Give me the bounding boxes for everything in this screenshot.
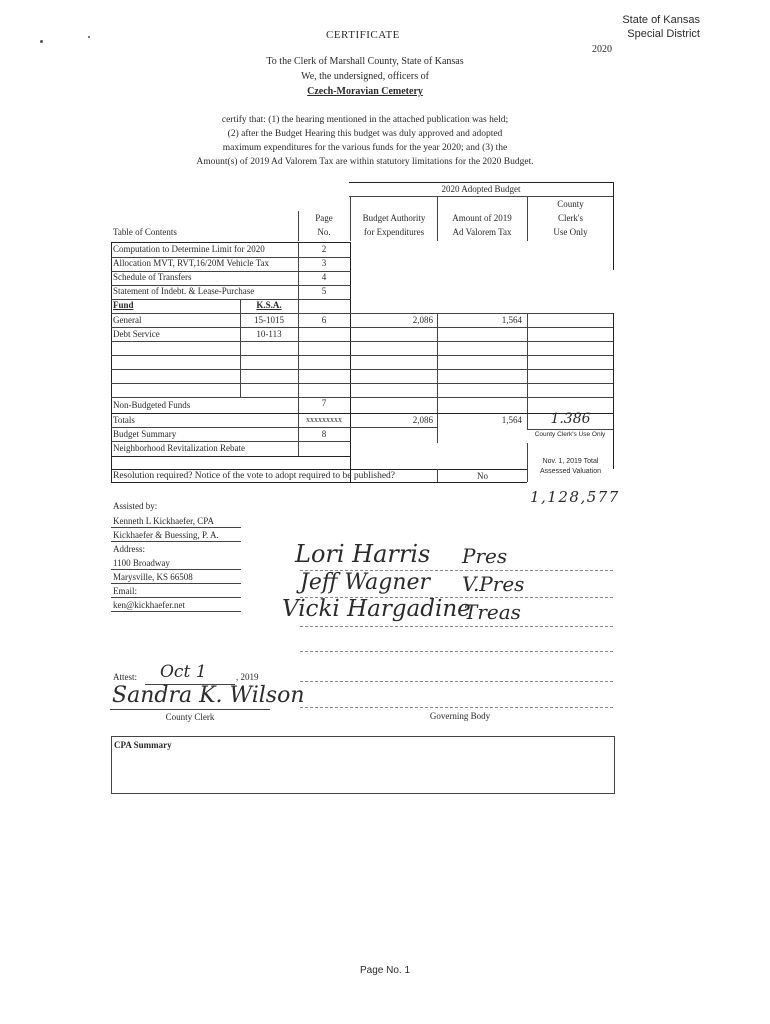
toc-row-1-page: 2 <box>321 244 327 254</box>
attest-year: , 2019 <box>236 672 259 682</box>
certify-line-1: certify that: (1) the hearing mentioned in the attached publication was held; <box>221 115 509 125</box>
totals-label: Totals <box>113 415 135 425</box>
scan-speck <box>88 36 90 38</box>
page-number: Page No. 1 <box>360 965 411 976</box>
toc-row-2: Allocation MVT, RVT,16/20M Vehicle Tax <box>113 258 269 268</box>
certify-line-4: Amount(s) of 2019 Ad Valorem Tax are within statutory limitations for the 2020 Budget. <box>196 157 534 167</box>
budget-year: 2020 <box>592 44 612 55</box>
page-header-1: Page <box>315 213 333 223</box>
intro-line-2: We, the undersigned, officers of <box>301 71 429 82</box>
assisted-name: Kenneth L Kickhaefer, CPA <box>113 516 214 526</box>
clerk-rate-label: County Clerk's Use Only <box>534 431 606 438</box>
county-clerk-label: County Clerk <box>165 712 215 722</box>
fund-general-tax: 1,564 <box>501 315 522 325</box>
tax-header-1: Amount of 2019 <box>452 213 512 223</box>
toc-row-2-page: 3 <box>321 258 327 268</box>
toc-row-4-page: 5 <box>321 286 327 296</box>
tax-header-2: Ad Valorem Tax <box>452 227 512 237</box>
toc-row-3: Schedule of Transfers <box>113 272 192 282</box>
clerk-header-1: County <box>557 199 584 209</box>
address-city: Marysville, KS 66508 <box>113 572 193 582</box>
budget-summary-label: Budget Summary <box>113 429 177 439</box>
assisted-firm: Kickhaefer & Buessing, P. A. <box>113 530 219 540</box>
email-label: Email: <box>113 586 137 596</box>
fund-general-ksa: 15-1015 <box>254 315 284 325</box>
assessed-label-2: Assessed Valuation <box>540 468 601 475</box>
toc-row-1: Computation to Determine Limit for 2020 <box>113 244 265 254</box>
address-label: Address: <box>113 544 145 554</box>
non-budgeted-page: 7 <box>321 398 327 408</box>
neighborhood-label: Neighborhood Revitalization Rebate <box>113 443 245 453</box>
totals-budget: 2,086 <box>412 415 433 425</box>
signature-2-title: V.Pres <box>462 572 525 596</box>
fund-header: Fund <box>113 300 134 310</box>
assisted-label: Assisted by: <box>113 501 158 511</box>
totals-tax: 1,564 <box>501 415 522 425</box>
page-header-2: No. <box>317 227 331 237</box>
state-label: State of Kansas <box>622 14 700 26</box>
fund-general-budget: 2,086 <box>412 315 433 325</box>
certify-line-3: maximum expenditures for the various funds for the year 2020; and (3) the <box>222 143 508 153</box>
signature-1-title: Pres <box>462 544 508 568</box>
fund-general-page: 6 <box>321 315 327 325</box>
signature-3-name: Vicki Hargadine <box>282 596 471 622</box>
attest-label: Attest: <box>113 672 137 682</box>
adopted-budget-header: 2020 Adopted Budget <box>441 184 521 194</box>
signature-2-name: Jeff Wagner <box>300 570 431 595</box>
fund-general-name: General <box>113 315 142 325</box>
assessed-label-1: Nov. 1, 2019 Total <box>542 458 599 465</box>
ksa-header: K.S.A. <box>256 300 282 310</box>
toc-row-3-page: 4 <box>321 272 327 282</box>
scan-speck <box>40 40 43 43</box>
resolution-answer: No <box>477 471 488 481</box>
budget-authority-header-2: for Expenditures <box>363 227 425 237</box>
email-address: ken@kickhaefer.net <box>113 600 186 610</box>
fund-debt-name: Debt Service <box>113 329 160 339</box>
intro-line-1: To the Clerk of Marshall County, State of Kansas <box>266 56 464 67</box>
clerk-header-3: Use Only <box>553 227 588 237</box>
clerk-rate-value: 1.386 <box>550 411 591 427</box>
signature-1-name: Lori Harris <box>295 540 431 568</box>
cpa-summary-label: CPA Summary <box>114 740 172 750</box>
toc-row-4: Statement of Indebt. & Lease-Purchase <box>113 286 255 296</box>
resolution-question: Resolution required? Notice of the vote to adopt required to be published? <box>113 471 396 481</box>
toc-header: Table of Contents <box>113 227 177 237</box>
non-budgeted-label: Non-Budgeted Funds <box>113 400 191 410</box>
attest-date: Oct 1 <box>160 662 207 682</box>
fund-debt-ksa: 10-113 <box>256 329 282 339</box>
governing-body-label: Governing Body <box>429 711 491 721</box>
entity-name: Czech-Moravian Cemetery <box>307 86 423 97</box>
signature-3-title: Treas <box>464 600 521 624</box>
budget-authority-header-1: Budget Authority <box>362 213 426 223</box>
cpa-summary-box <box>111 736 615 794</box>
clerk-header-2: Clerk's <box>557 213 584 223</box>
totals-page: xxxxxxxxx <box>306 415 342 424</box>
district-label: Special District <box>627 28 700 40</box>
address-street: 1100 Broadway <box>113 558 170 568</box>
budget-summary-page: 8 <box>321 429 327 439</box>
assessed-value: 1,128,577 <box>530 488 620 506</box>
certificate-title: CERTIFICATE <box>326 29 400 41</box>
certify-line-2: (2) after the Budget Hearing this budget was duly approved and adopted <box>227 129 503 139</box>
clerk-signature: Sandra K. Wilson <box>112 683 305 708</box>
